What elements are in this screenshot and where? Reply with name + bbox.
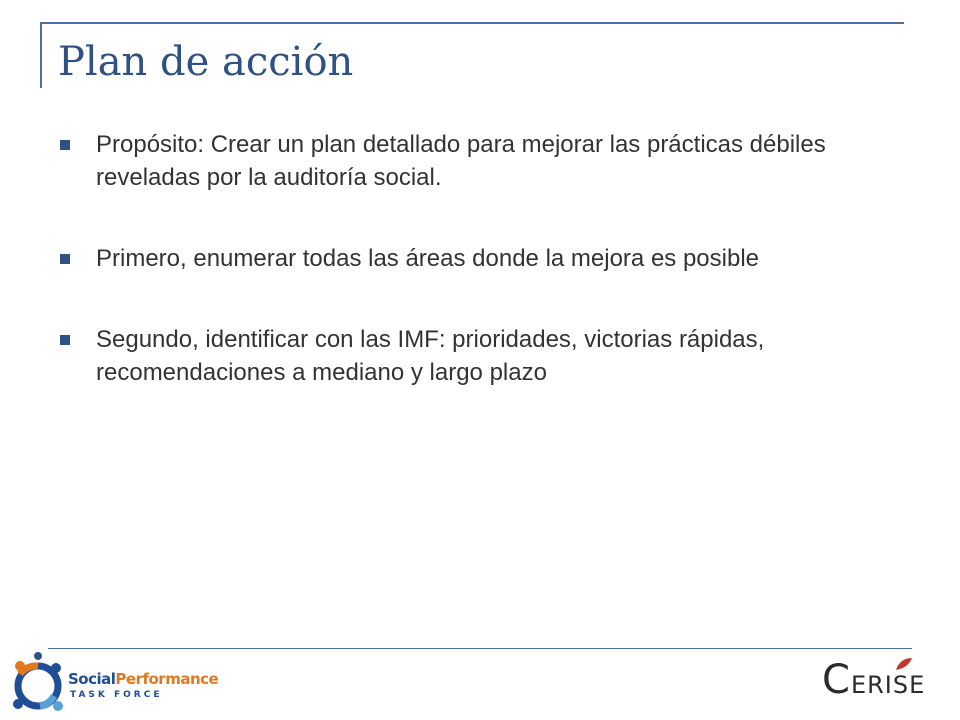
people-circle-icon	[8, 650, 68, 718]
bullet-text: Segundo, identificar con las IMF: prioridades, victorias rápidas, recomendaciones a mediano y largo plazo	[96, 326, 765, 386]
cerise-logo	[822, 656, 942, 712]
bullet-item	[60, 128, 880, 194]
square-bullet-icon	[60, 254, 70, 264]
footer-rule	[48, 648, 912, 649]
cerise-wordmark: CERISE	[822, 657, 926, 703]
square-bullet-icon	[60, 140, 70, 150]
bullet-list	[60, 128, 880, 437]
square-bullet-icon	[60, 335, 70, 345]
title-left-rule	[40, 22, 42, 88]
title-top-rule	[40, 22, 904, 24]
social-performance-task-force-logo	[8, 650, 219, 718]
slide-title: Plan de acción	[58, 39, 354, 85]
bullet-text: Primero, enumerar todas las áreas donde la mejora es posible	[96, 245, 760, 272]
bullet-text: Propósito: Crear un plan detallado para mejorar las prácticas débiles reveladas por la auditoría social.	[96, 131, 826, 191]
leaf-accent-icon	[894, 656, 914, 672]
bullet-item	[60, 242, 880, 275]
logo-subtitle: TASK FORCE	[70, 690, 163, 700]
bullet-item	[60, 323, 880, 389]
logo-wordmark: SocialPerformance	[68, 670, 219, 688]
